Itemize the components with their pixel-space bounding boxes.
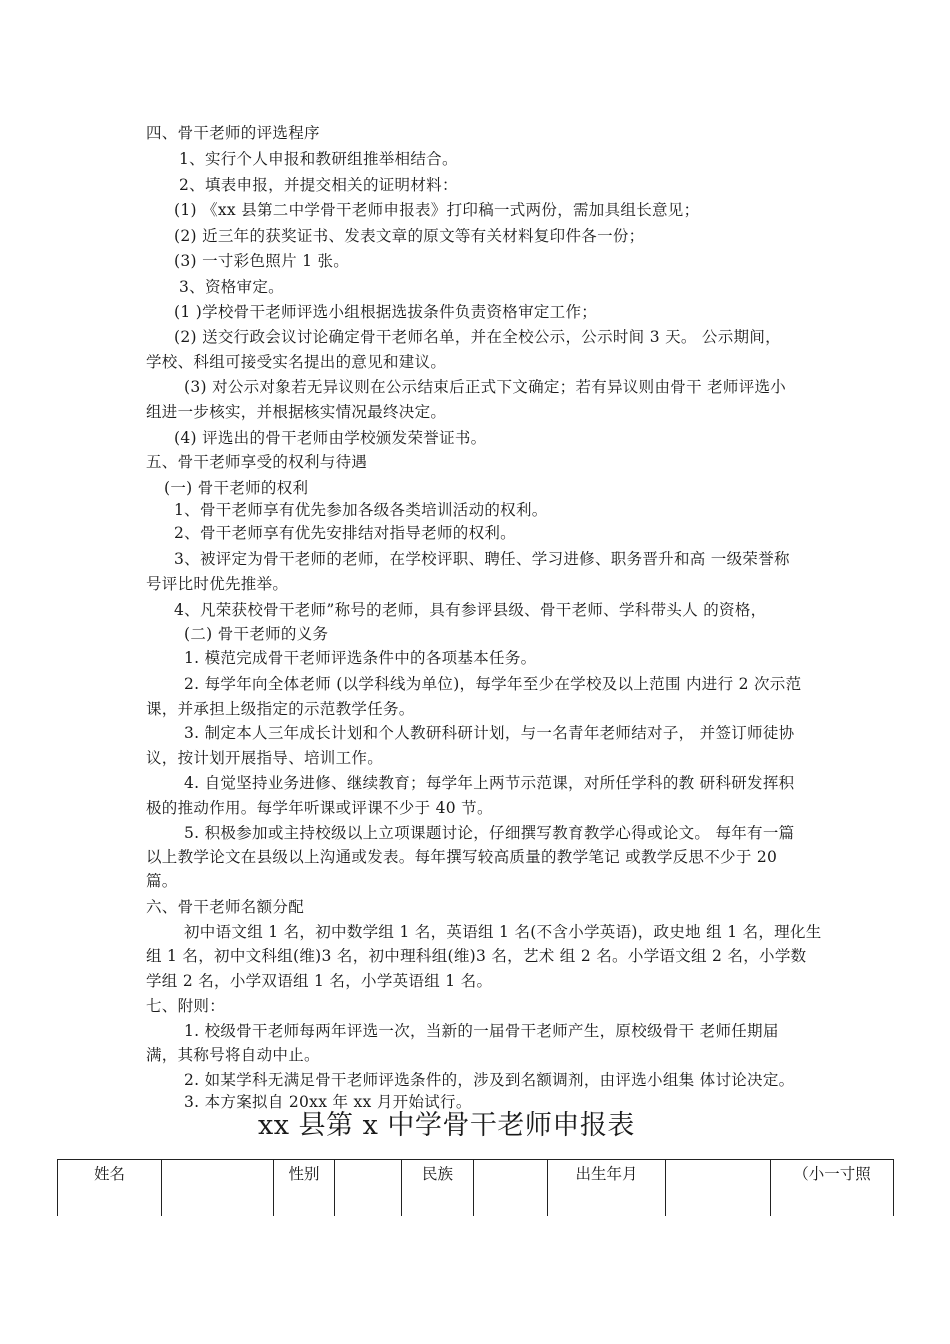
text-line: (2) 近三年的获奖证书、发表文章的原文等有关材料复印件各一份； <box>174 227 645 245</box>
text-line: 初中语文组 1 名，初中数学组 1 名，英语组 1 名(不含小学英语)，政史地 组 1 名，理化生 <box>184 923 822 941</box>
text-line: 4、凡荣获校骨干老师”称号的老师，具有参评县级、骨干老师、学科带头人 的资格， <box>174 601 767 619</box>
gender-label: 性别 <box>274 1160 335 1217</box>
gender-field[interactable] <box>335 1160 402 1217</box>
text-line: 2. 每学年向全体老师 (以学科线为单位)，每学年至少在学校及以上范围 内进行 2 次示范 <box>184 675 802 693</box>
text-line: 号评比时优先推举。 <box>146 575 289 593</box>
text-line: 2、填表申报，并提交相关的证明材料： <box>179 176 458 194</box>
text-line: (3) 一寸彩色照片 1 张。 <box>174 252 350 270</box>
table-row <box>58 1160 894 1217</box>
text-line: 学组 2 名，小学双语组 1 名，小学英语组 1 名。 <box>146 972 493 990</box>
subsection-heading: (二) 骨干老师的义务 <box>184 625 329 643</box>
text-line: (2) 送交行政会议讨论确定骨干老师名单，并在全校公示，公示时间 3 天。 公示期间， <box>174 328 781 346</box>
text-line: 议，按计划开展指导、培训工作。 <box>146 749 384 767</box>
text-line: 组进一步核实，并根据核实情况最终决定。 <box>146 403 447 421</box>
text-line: 3、被评定为骨干老师的老师，在学校评职、聘任、学习进修、职务晋升和高 一级荣誉称 <box>174 550 790 568</box>
ethnicity-field[interactable] <box>474 1160 548 1217</box>
text-line: 组 1 名，初中文科组(维)3 名，初中理科组(维)3 名，艺术 组 2 名。小学语文组 2 名，小学数 <box>146 947 807 965</box>
text-line: 2. 如某学科无满足骨干老师评选条件的，涉及到名额调剂，由评选小组集 体讨论决定。 <box>184 1071 795 1089</box>
text-line: 1. 模范完成骨干老师评选条件中的各项基本任务。 <box>184 649 537 667</box>
text-line: 2、骨干老师享有优先安排结对指导老师的权利。 <box>174 524 516 542</box>
birth-date-label: 出生年月 <box>548 1160 666 1217</box>
text-line: 3、资格审定。 <box>179 278 284 296</box>
text-line: 学校、科组可接受实名提出的意见和建议。 <box>146 353 447 371</box>
form-title: xx 县第 x 中学骨干老师申报表 <box>258 1110 635 1141</box>
section-heading: 六、骨干老师名额分配 <box>146 898 305 916</box>
name-label: 姓名 <box>58 1160 162 1217</box>
name-field[interactable] <box>162 1160 274 1217</box>
text-line: 极的推动作用。每学年听课或评课不少于 40 节。 <box>146 799 493 817</box>
text-line: 3. 本方案拟自 20xx 年 xx 月开始试行。 <box>184 1093 472 1111</box>
text-line: 课，并承担上级指定的示范教学任务。 <box>146 700 415 718</box>
text-line: (1 )学校骨干老师评选小组根据选拔条件负责资格审定工作； <box>174 303 598 321</box>
section-heading: 四、骨干老师的评选程序 <box>146 124 320 142</box>
text-line: 4. 自觉坚持业务进修、继续教育；每学年上两节示范课，对所任学科的教 研科研发挥积 <box>184 774 795 792</box>
text-line: 1、实行个人申报和教研组推举相结合。 <box>179 150 458 168</box>
text-line: 3. 制定本人三年成长计划和个人教研科研计划，与一名青年老师结对子， 并签订师徒协 <box>184 724 795 742</box>
section-heading: 五、骨干老师享受的权利与待遇 <box>146 453 368 471</box>
text-line: (1) 《xx 县第二中学骨干老师申报表》打印稿一式两份，需加具组长意见； <box>174 201 700 219</box>
text-line: 篇。 <box>146 872 178 890</box>
text-line: 1、骨干老师享有优先参加各级各类培训活动的权利。 <box>174 501 548 519</box>
ethnicity-label: 民族 <box>402 1160 474 1217</box>
text-line: 满，其称号将自动中止。 <box>146 1046 320 1064</box>
text-line: 5. 积极参加或主持校级以上立项课题讨论，仔细撰写教育教学心得或论文。 每年有一篇 <box>184 824 795 842</box>
text-line: 以上教学论文在县级以上沟通或发表。每年撰写较高质量的教学笔记 或教学反思不少于 20 <box>146 848 778 866</box>
application-form-table <box>57 1159 894 1216</box>
section-heading: 七、附则： <box>146 997 226 1015</box>
text-line: (3) 对公示对象若无异议则在公示结束后正式下文确定；若有异议则由骨干 老师评选小 <box>184 378 787 396</box>
text-line: (4) 评选出的骨干老师由学校颁发荣誉证书。 <box>174 429 487 447</box>
subsection-heading: (一) 骨干老师的权利 <box>164 479 309 497</box>
photo-cell: （小一寸照 <box>771 1160 894 1217</box>
text-line: 1. 校级骨干老师每两年评选一次，当新的一届骨干老师产生，原校级骨干 老师任期届 <box>184 1022 779 1040</box>
birth-date-field[interactable] <box>666 1160 771 1217</box>
